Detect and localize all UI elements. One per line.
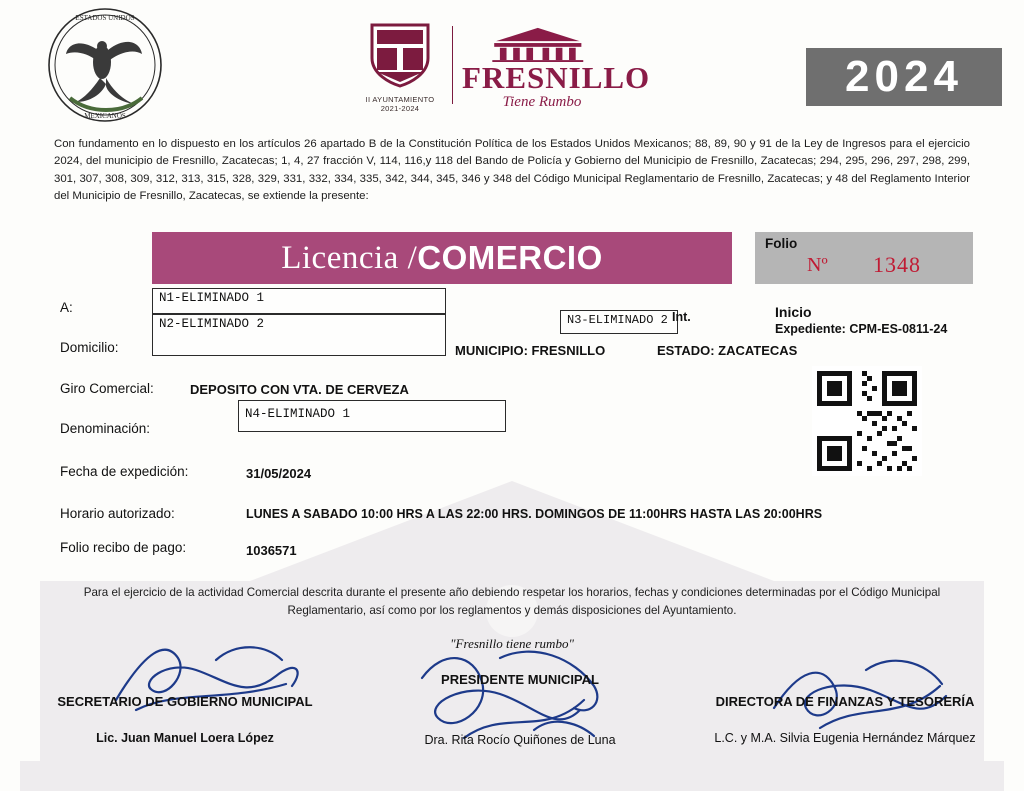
license-type-banner — [152, 232, 732, 284]
signature-title-tesoreria: DIRECTORA DE FINANZAS Y TESORERÍA — [715, 694, 975, 709]
value-giro-comercial: DEPOSITO CON VTA. DE CERVEZA — [190, 382, 409, 397]
svg-text:MEXICANOS: MEXICANOS — [84, 112, 126, 120]
document-header — [0, 0, 1024, 130]
fresnillo-municipal-shield — [358, 22, 442, 112]
label-a: A: — [60, 300, 73, 315]
shield-caption-line2: 2021-2024 — [380, 104, 420, 114]
banner-word-comercio: COMERCIO — [417, 239, 603, 276]
field-a-box — [152, 288, 446, 314]
label-int: Int. — [672, 310, 691, 324]
folio-numero-symbol: Nº — [807, 254, 828, 276]
year-badge: 2024 — [806, 48, 1002, 106]
legal-paragraph: Con fundamento en lo dispuesto en los artículos 26 apartado B de la Constitución Política de los Estados Unidos Mexicanos; 88, 89, 90 y 91 de la Ley de Ingresos para el ejercicio 2024, del municipio de Fresnillo, Zacatecas; 1, 4, 27 fracción V, 114, 116,y 118 del Bando de Policía y Gobierno del Municipio de Fresnillo, Zacatecas; 294, 295, 296, 297, 298, 299, 301, 307, 308, 309, 312, 313, 315, 328, 329, 331, 332, 334, 335, 342, 344, 345, 346 y 348 del Código Municipal Reglamentario de Fresnillo, Zacatecas; y 48 del Reglamento Interior del Municipio de Fresnillo, Zacatecas, se extiende la presente: — [54, 138, 970, 202]
shield-icon — [358, 22, 442, 88]
header-divider — [452, 26, 453, 104]
label-giro-comercial: Giro Comercial: — [60, 381, 154, 396]
signature-name-secretario: Lic. Juan Manuel Loera López — [96, 731, 274, 745]
svg-text:ESTADOS UNIDOS: ESTADOS UNIDOS — [75, 14, 135, 22]
signature-title-presidente: PRESIDENTE MUNICIPAL — [441, 672, 599, 687]
label-inicio: Inicio — [775, 304, 812, 320]
banner-word-licencia: Licencia / — [281, 239, 418, 276]
shield-caption-line1: II AYUNTAMIENTO — [365, 95, 435, 104]
signature-block-presidente — [360, 672, 680, 747]
label-denominacion: Denominación: — [60, 421, 151, 436]
folio-number: 1348 — [873, 252, 921, 277]
signature-name-presidente: Dra. Rita Rocío Quiñones de Luna — [424, 733, 616, 747]
field-domicilio-box — [152, 314, 446, 356]
label-municipio: MUNICIPIO: FRESNILLO — [455, 343, 606, 358]
field-domicilio-value: N2-ELIMINADO 2 — [159, 317, 265, 331]
label-fecha-expedicion: Fecha de expedición: — [60, 464, 189, 479]
qr-code — [812, 366, 922, 476]
value-horario-autorizado: LUNES A SABADO 10:00 HRS A LAS 22:00 HRS. DOMINGOS DE 11:00HRS HASTA LAS 20:00HRS — [246, 507, 823, 521]
value-folio-recibo: 1036571 — [246, 543, 297, 558]
signature-title-secretario: SECRETARIO DE GOBIERNO MUNICIPAL — [57, 694, 313, 709]
field-a-value: N1-ELIMINADO 1 — [159, 291, 265, 305]
mexican-coat-of-arms-icon — [40, 6, 170, 124]
label-horario-autorizado: Horario autorizado: — [60, 506, 175, 521]
field-domicilio-num-box — [560, 310, 678, 334]
footer-note: Para el ejercicio de la actividad Comercial descrita durante el presente año debiendo respetar los horarios, fechas y condiciones determinadas por el Código Municipal Reglamentario, así como por los reglamentos y demás disposiciones del Ayuntamiento. — [83, 586, 941, 617]
fresnillo-brand — [462, 26, 651, 111]
label-estado: ESTADO: ZACATECAS — [657, 343, 798, 358]
label-domicilio: Domicilio: — [60, 340, 119, 355]
field-denominacion-box — [238, 400, 506, 432]
label-folio-recibo: Folio recibo de pago: — [60, 540, 187, 555]
folio-label: Folio — [765, 236, 798, 251]
brand-building-icon — [462, 26, 614, 62]
label-expediente: Expediente: CPM-ES-0811-24 — [775, 322, 948, 336]
value-fecha-expedicion: 31/05/2024 — [246, 466, 312, 481]
brand-slogan: Tiene Rumbo — [502, 94, 582, 110]
signature-block-tesoreria — [680, 694, 1010, 745]
folio-box — [755, 232, 973, 284]
slogan-quote: "Fresnillo tiene rumbo" — [450, 636, 574, 651]
field-domicilio-num-value: N3-ELIMINADO 2 — [567, 313, 668, 327]
brand-name: FRESNILLO — [462, 60, 651, 95]
field-denominacion-value: N4-ELIMINADO 1 — [245, 407, 351, 421]
signature-name-tesoreria: L.C. y M.A. Silvia Eugenia Hernández Márquez — [714, 731, 976, 745]
signature-block-secretario — [20, 694, 350, 745]
